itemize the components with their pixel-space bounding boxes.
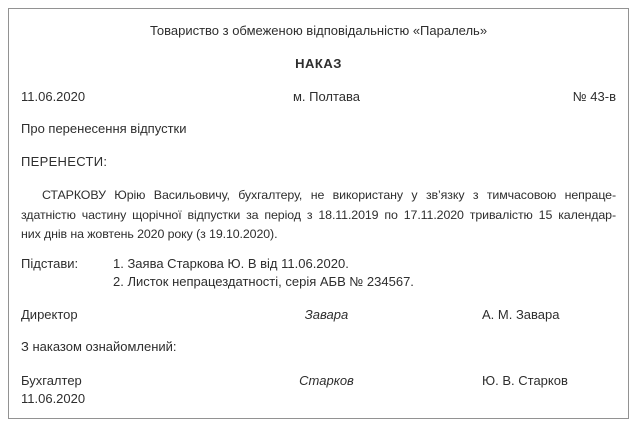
basis-section — [21, 255, 616, 292]
header-meta-row — [21, 88, 616, 106]
basis-label: Підстави: — [21, 255, 79, 271]
director-name: А. М. Завара — [482, 306, 560, 322]
director-signature-script: Завара — [304, 306, 349, 322]
accountant-position: Бухгалтер — [21, 372, 82, 388]
accountant-signature-script: Старков — [299, 372, 354, 388]
basis-item: 2. Листок непрацездатності, серія АБВ № 234567. — [113, 274, 414, 289]
basis-items — [113, 255, 616, 292]
director-position: Директор — [21, 306, 78, 322]
document-city: м. Полтава — [292, 89, 361, 104]
body-line: СТАРКОВУ Юрію Васильовичу, бухгалтеру, не використану у зв’язку з тимчасовою непраце- — [42, 188, 616, 202]
accountant-name: Ю. В. Старков — [482, 372, 568, 388]
body-paragraph — [21, 186, 616, 245]
accountant-date: 11.06.2020 — [21, 391, 86, 406]
directive-heading: ПЕРЕНЕСТИ: — [21, 154, 108, 169]
document-subject: Про перенесення відпустки — [21, 121, 187, 136]
body-line: здатністю частину щорічної відпустки за період з 18.11.2019 по 17.11.2020 тривалістю 15 календар- — [21, 207, 616, 222]
accountant-position-block — [21, 372, 171, 409]
company-name: Товариство з обмеженою відповідальністю «Паралель» — [149, 23, 488, 38]
director-signature-row — [21, 306, 616, 324]
document-type-title: НАКАЗ — [295, 56, 342, 71]
document-frame — [8, 8, 629, 419]
acknowledgement-label: З наказом ознайомлений: — [21, 338, 177, 354]
document-content — [9, 9, 628, 418]
document-date: 11.06.2020 — [21, 89, 86, 104]
body-line: них днів на жовтень 2020 року (з 19.10.2020). — [21, 227, 278, 241]
document-number: № 43-в — [572, 89, 616, 104]
basis-item: 1. Заява Старкова Ю. В від 11.06.2020. — [113, 255, 349, 271]
accountant-signature-row — [21, 372, 616, 409]
